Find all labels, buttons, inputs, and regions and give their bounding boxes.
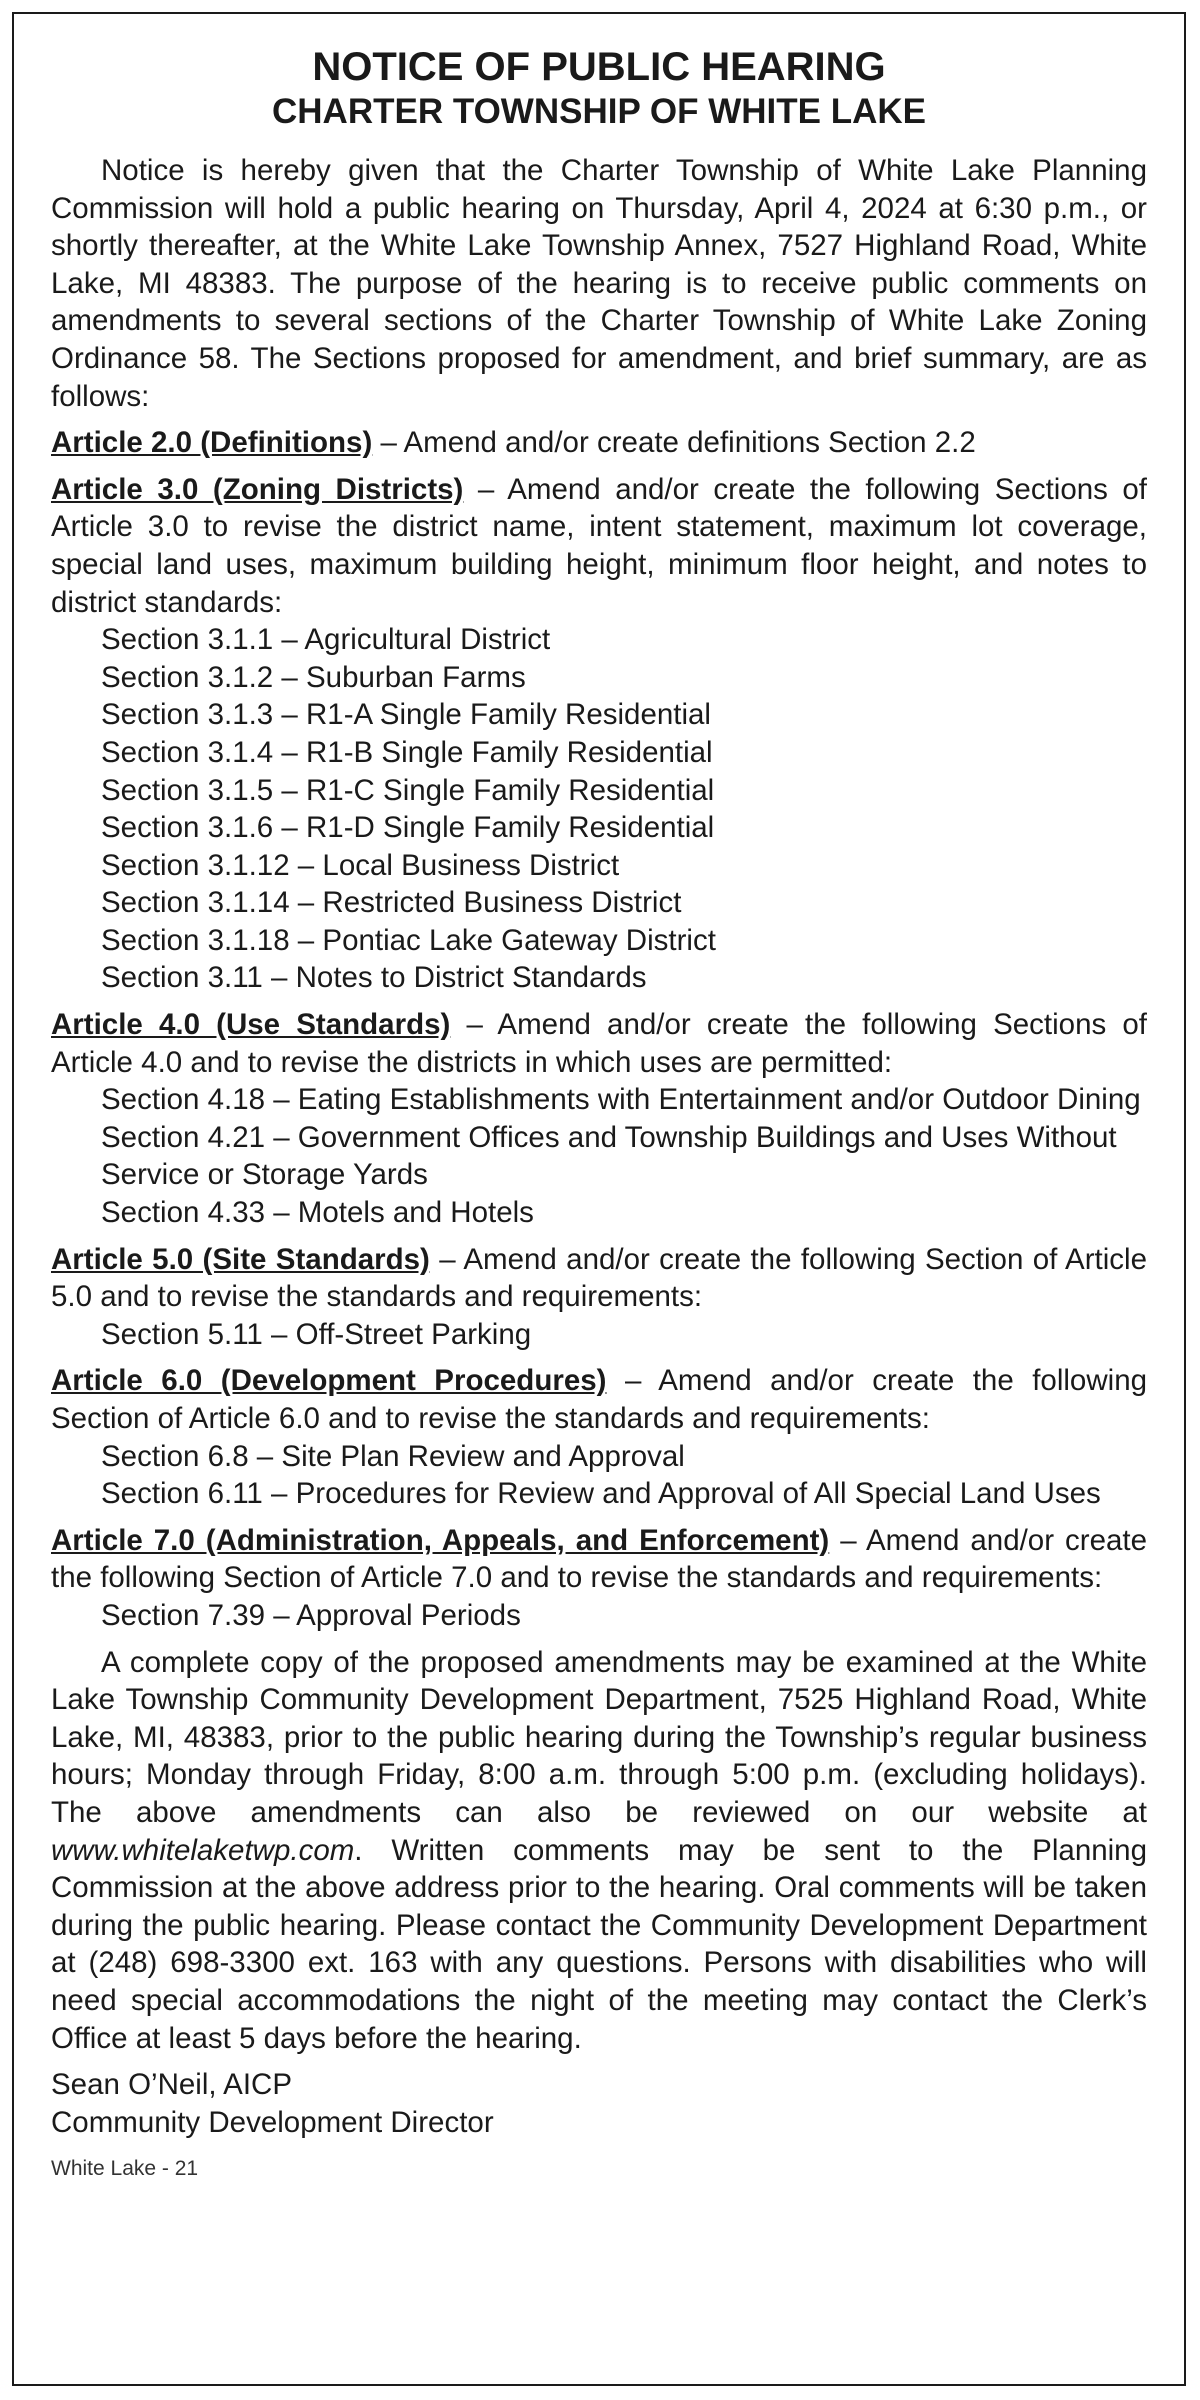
article-title: Article 6.0 (Development Procedures): [51, 1364, 607, 1398]
section-list: [51, 1316, 1147, 1354]
notice-subtitle: CHARTER TOWNSHIP OF WHITE LAKE: [272, 92, 926, 131]
article-paragraph: [51, 471, 1147, 621]
section-item: Section 4.18 – Eating Establishments with Entertainment and/or Outdoor Dining: [101, 1083, 1141, 1117]
section-item: Section 3.1.18 – Pontiac Lake Gateway District: [101, 923, 716, 957]
signer-title: Community Development Director: [51, 2105, 494, 2139]
website-link[interactable]: www.whitelaketwp.com: [51, 1833, 355, 1867]
intro-paragraph: Notice is hereby given that the Charter Township of White Lake Planning Commission will hold a public hearing on Thursday, April 4, 2024 at 6:30 p.m., or shortly thereafter, at the White Lake Township Annex, 7527 Highland Road, White Lake, MI 48383. The purpose of the hearing is to receive public comments on amendments to several sections of the Charter Township of White Lake Zoning Ordinance 58. The Sections proposed for amendment, and brief summary, are as follows:: [51, 154, 1147, 413]
section-item: Section 6.11 – Procedures for Review and Approval of All Special Land Uses: [101, 1477, 1101, 1511]
section-item: Section 3.11 – Notes to District Standards: [101, 961, 647, 995]
section-item: Section 4.33 – Motels and Hotels: [101, 1196, 534, 1230]
section-item: Section 3.1.4 – R1-B Single Family Residential: [101, 735, 713, 769]
section-item: Section 3.1.6 – R1-D Single Family Residential: [101, 811, 715, 845]
article-definitions: [51, 424, 1147, 462]
article-description: – Amend and/or create the following Section of Article 7.0 and to revise the standards and requirements:: [51, 1523, 1147, 1595]
article-site-standards: [51, 1241, 1147, 1354]
page-footer: White Lake - 21: [51, 2157, 199, 2181]
articles-list: [51, 424, 1147, 1634]
article-description: – Amend and/or create the following Section of Article 5.0 and to revise the standards and requirements:: [51, 1242, 1147, 1314]
section-item: Section 3.1.3 – R1-A Single Family Residential: [101, 698, 711, 732]
section-list: [51, 1597, 1147, 1635]
article-development-procedures: [51, 1362, 1147, 1512]
notice-title: NOTICE OF PUBLIC HEARING: [312, 45, 886, 89]
article-description: – Amend and/or create the following Sections of Article 4.0 and to revise the districts in which uses are permitted:: [51, 1008, 1148, 1079]
section-item: Section 3.1.14 – Restricted Business District: [101, 886, 682, 920]
article-paragraph: [51, 1006, 1147, 1081]
section-list: [51, 1081, 1147, 1231]
closing-paragraph: [51, 1644, 1147, 2058]
article-title: Article 5.0 (Site Standards): [51, 1242, 430, 1276]
article-title: Article 7.0 (Administration, Appeals, and Enforcement): [51, 1523, 830, 1557]
article-paragraph: [51, 1362, 1147, 1437]
section-item: Section 3.1.1 – Agricultural District: [101, 623, 551, 657]
section-item: Section 7.39 – Approval Periods: [101, 1598, 521, 1632]
section-item: Section 5.11 – Off-Street Parking: [101, 1317, 532, 1351]
article-use-standards: [51, 1006, 1147, 1232]
section-list: [51, 621, 1147, 997]
section-item: Section 4.21 – Government Offices and Township Buildings and Uses Without Service or Storage Yards: [101, 1120, 1117, 1192]
article-title: Article 2.0 (Definitions): [51, 426, 373, 460]
signature-block: [51, 2066, 1147, 2141]
closing-text-part1: A complete copy of the proposed amendments may be examined at the White Lake Township Community Development Department, 7525 Highland Road, White Lake, MI, 48383, prior to the public hearing during the Township’s regular business hours; Monday through Friday, 8:00 a.m. through 5:00 p.m. (excluding holidays). The above amendments can also be reviewed on our website at: [51, 1645, 1147, 1829]
article-title: Article 4.0 (Use Standards): [51, 1008, 451, 1042]
section-item: Section 3.1.5 – R1-C Single Family Residential: [101, 773, 715, 807]
article-administration: [51, 1522, 1147, 1635]
public-notice: [12, 12, 1186, 2386]
article-description: – Amend and/or create the following Sections of Article 3.0 to revise the district name, intent statement, maximum lot coverage, special land uses, maximum building height, minimum floor height, and notes to district standards:: [51, 472, 1148, 619]
closing-text-part2: . Written comments may be sent to the Planning Commission at the above address prior to the hearing. Oral comments will be taken during the public hearing. Please contact the Community Development Department at (248) 698-3300 ext. 163 with any questions. Persons with disabilities who will need special accommodations the night of the meeting may contact the Clerk’s Office at least 5 days before the hearing.: [51, 1833, 1147, 2055]
signer-name: Sean O’Neil, AICP: [51, 2068, 293, 2102]
section-item: Section 3.1.2 – Suburban Farms: [101, 660, 526, 694]
article-paragraph: [51, 424, 1147, 462]
article-title: Article 3.0 (Zoning Districts): [51, 472, 464, 506]
article-paragraph: [51, 1522, 1147, 1597]
section-item: Section 3.1.12 – Local Business District: [101, 848, 620, 882]
section-item: Section 6.8 – Site Plan Review and Approval: [101, 1439, 685, 1473]
article-description: – Amend and/or create definitions Section 2.2: [372, 426, 976, 460]
article-description: – Amend and/or create the following Section of Article 6.0 and to revise the standards and requirements:: [51, 1364, 1148, 1435]
section-list: [51, 1438, 1147, 1513]
article-paragraph: [51, 1241, 1147, 1316]
article-zoning-districts: [51, 471, 1147, 997]
